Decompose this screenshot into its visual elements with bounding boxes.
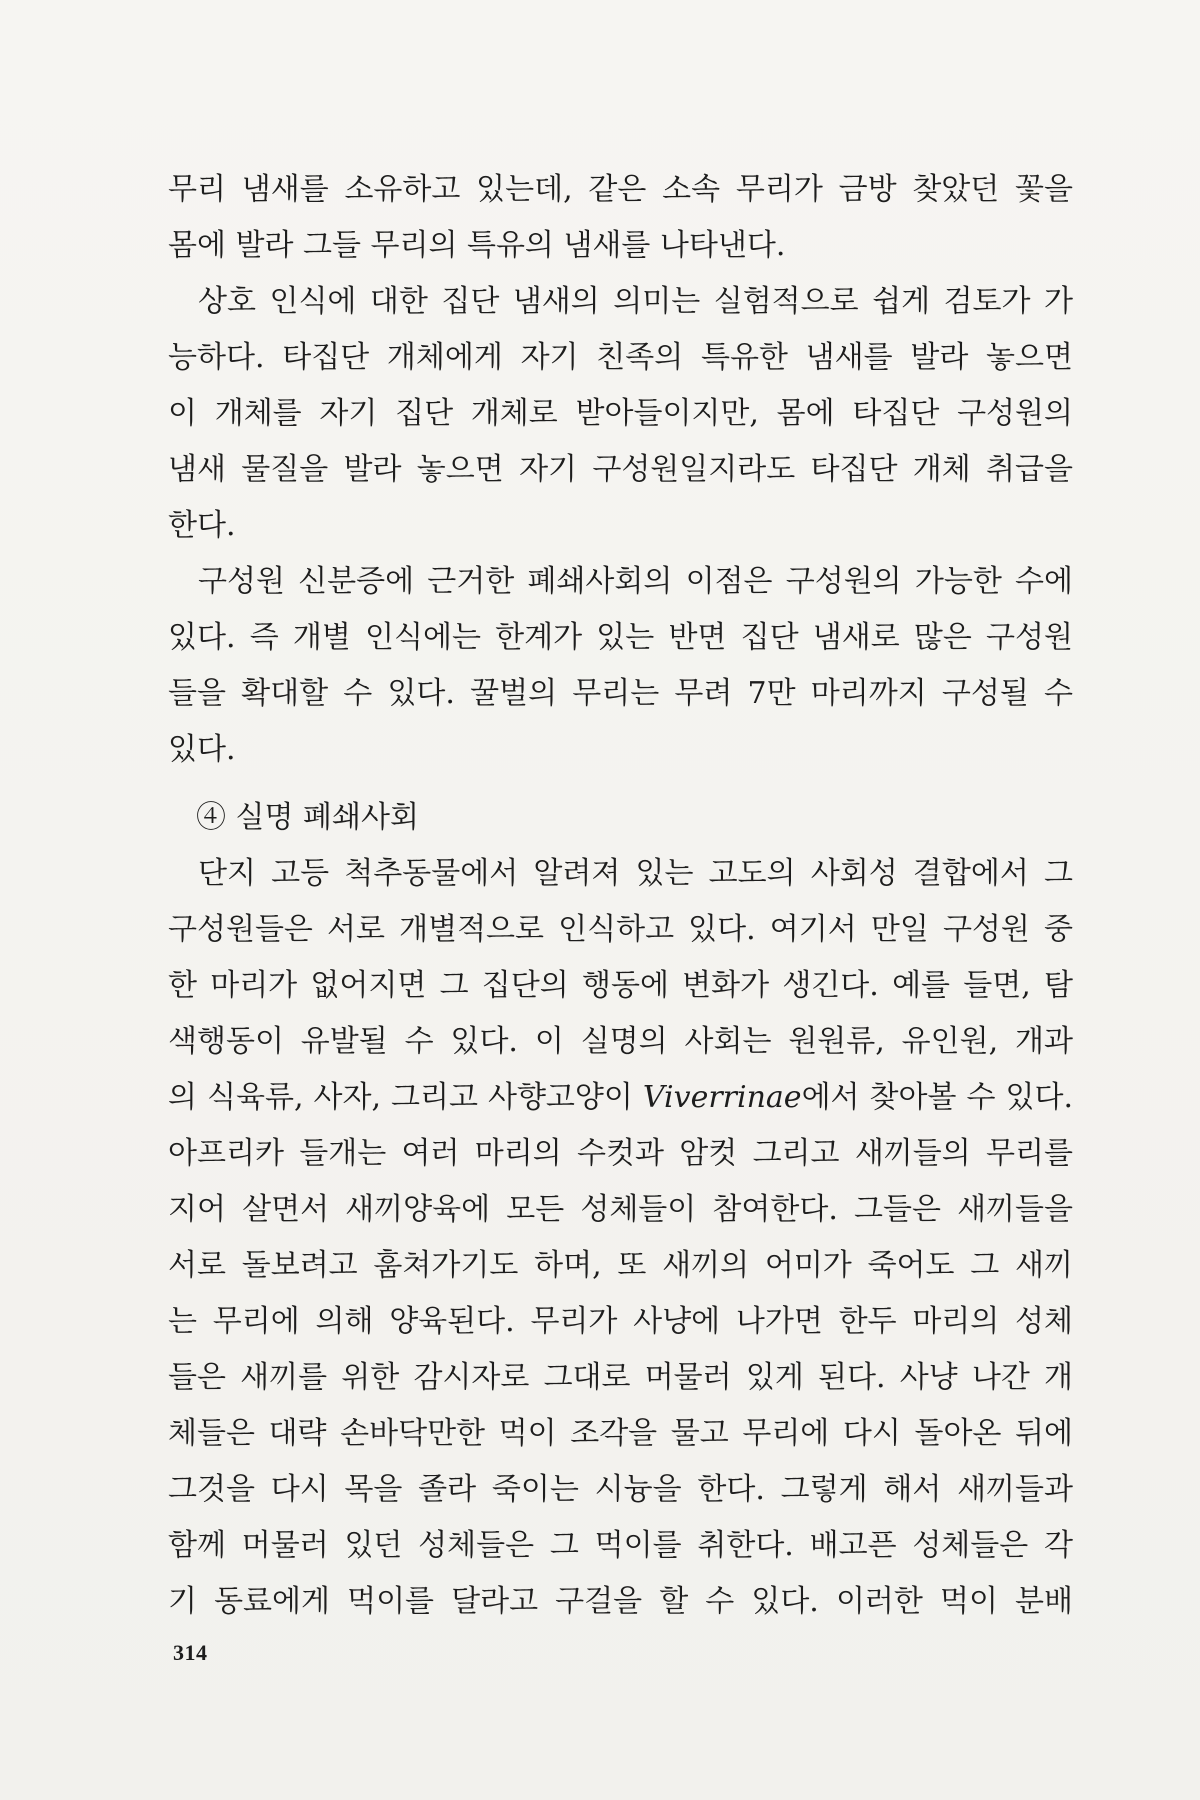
- text-line: 한다.: [168, 508, 236, 543]
- text-line: 한 마리가 없어지면 그 집단의 행동에 변화가 생긴다. 예를 들면, 탐: [168, 968, 1073, 1003]
- text-line: 단지 고등 척추동물에서 알려져 있는 고도의 사회성 결합에서 그: [198, 856, 1073, 891]
- text-line: 기 동료에게 먹이를 달라고 구걸을 할 수 있다. 이러한 먹이 분배: [168, 1584, 1073, 1619]
- text-line: 구성원 신분증에 근거한 폐쇄사회의 이점은 구성원의 가능한 수에: [198, 564, 1073, 599]
- text-line: 그것을 다시 목을 졸라 죽이는 시늉을 한다. 그렇게 해서 새끼들과: [168, 1472, 1073, 1507]
- text-line: 상호 인식에 대한 집단 냄새의 의미는 실험적으로 쉽게 검토가 가: [198, 284, 1073, 319]
- body-text-bottom: [168, 846, 1073, 1630]
- text-line: 구성원들은 서로 개별적으로 인식하고 있다. 여기서 만일 구성원 중: [168, 912, 1073, 947]
- text-line: 서로 돌보려고 훔쳐가기도 하며, 또 새끼의 어미가 죽어도 그 새끼: [168, 1248, 1073, 1283]
- text-line: 이 개체를 자기 집단 개체로 받아들이지만, 몸에 타집단 구성원의: [168, 396, 1073, 431]
- text-line: 능하다. 타집단 개체에게 자기 친족의 특유한 냄새를 발라 놓으면: [168, 340, 1073, 375]
- text-line: 있다. 즉 개별 인식에는 한계가 있는 반면 집단 냄새로 많은 구성원: [168, 620, 1073, 655]
- species-name: Viverrinae: [642, 1080, 802, 1115]
- text-line: 는 무리에 의해 양육된다. 무리가 사냥에 나가면 한두 마리의 성체: [168, 1304, 1073, 1339]
- text-line: 냄새 물질을 발라 놓으면 자기 구성원일지라도 타집단 개체 취급을: [168, 452, 1073, 487]
- text-line: 지어 살면서 새끼양육에 모든 성체들이 참여한다. 그들은 새끼들을: [168, 1192, 1073, 1227]
- text-line: 있다.: [168, 732, 236, 767]
- text-line: 들은 새끼를 위한 감시자로 그대로 머물러 있게 된다. 사냥 나간 개: [168, 1360, 1073, 1395]
- text-line: 체들은 대략 손바닥만한 먹이 조각을 물고 무리에 다시 돌아온 뒤에: [168, 1416, 1073, 1451]
- text-line: 무리 냄새를 소유하고 있는데, 같은 소속 무리가 금방 찾았던 꽃을: [168, 172, 1073, 207]
- page-number: 314: [173, 1640, 208, 1665]
- text-line: 들을 확대할 수 있다. 꿀벌의 무리는 무려 7만 마리까지 구성될 수: [168, 676, 1073, 711]
- text-line: 몸에 발라 그들 무리의 특유의 냄새를 나타낸다.: [168, 228, 786, 263]
- text-line: 색행동이 유발될 수 있다. 이 실명의 사회는 원원류, 유인원, 개과: [168, 1024, 1073, 1059]
- text-run: 에서 찾아볼 수 있다.: [801, 1080, 1073, 1115]
- body-text-top: [168, 162, 1073, 778]
- section-heading: ④ 실명 폐쇄사회: [196, 800, 419, 835]
- text-line: 아프리카 들개는 여러 마리의 수컷과 암컷 그리고 새끼들의 무리를: [168, 1136, 1073, 1171]
- text-run: 의 식육류, 사자, 그리고 사향고양이: [168, 1080, 643, 1115]
- text-line: 함께 머물러 있던 성체들은 그 먹이를 취한다. 배고픈 성체들은 각: [168, 1528, 1073, 1563]
- text-line-mixed: [168, 1070, 1073, 1126]
